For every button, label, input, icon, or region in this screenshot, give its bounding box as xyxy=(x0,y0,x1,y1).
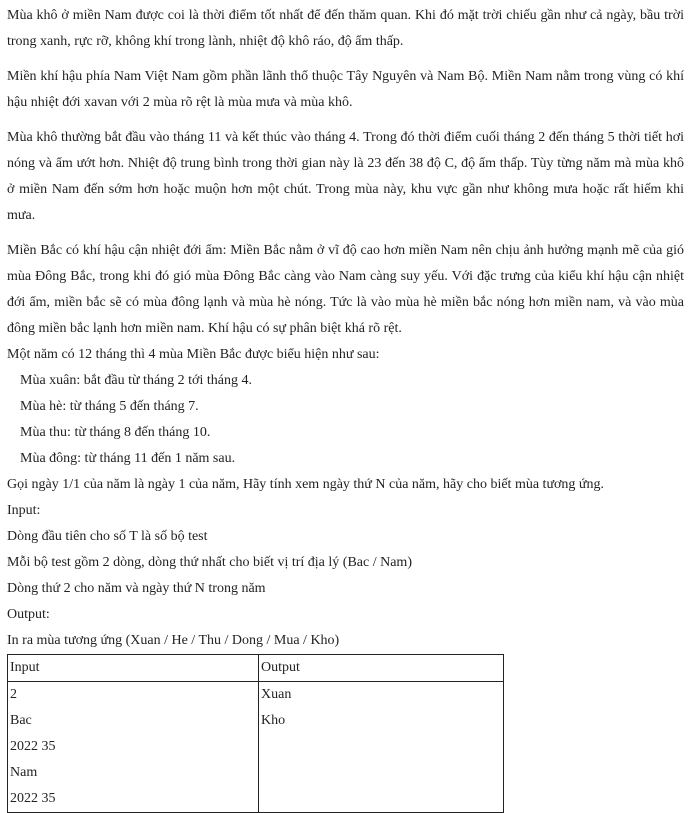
paragraph-dry-season: Mùa khô ở miền Nam được coi là thời điểm tốt nhất để đến thăm quan. Khi đó mặt trời chiếu gần như cả ngày, bầu trời trong xanh, rực rỡ, không khí trong lành, nhiệt độ khô ráo, độ ẩm thấp. xyxy=(7,8,684,49)
output-heading: Output: xyxy=(7,607,50,622)
output-cell xyxy=(259,682,504,813)
input-line-2: Mỗi bộ test gồm 2 dòng, dòng thứ nhất cho biết vị trí địa lý (Bac / Nam) xyxy=(7,555,412,570)
example-table xyxy=(7,654,504,813)
input-row: Nam xyxy=(10,765,38,780)
header-output: Output xyxy=(259,655,504,682)
season-summer: Mùa hè: từ tháng 5 đến tháng 7. xyxy=(20,399,199,414)
output-row: Xuan xyxy=(261,687,292,702)
input-row: Bac xyxy=(10,713,32,728)
header-input: Input xyxy=(8,655,259,682)
input-row: 2022 35 xyxy=(10,791,56,806)
table-header-row xyxy=(8,655,504,682)
season-winter: Mùa đông: từ tháng 11 đến 1 năm sau. xyxy=(20,451,236,466)
input-row: 2 xyxy=(10,687,17,702)
table-row xyxy=(8,682,504,813)
task-statement: Gọi ngày 1/1 của năm là ngày 1 của năm, Hãy tính xem ngày thứ N của năm, hãy cho biết mùa tương ứng. xyxy=(7,477,605,492)
input-line-1: Dòng đầu tiên cho số T là số bộ test xyxy=(7,529,208,544)
paragraph-north-climate: Miền Bắc có khí hậu cận nhiệt đới ẩm: Miền Bắc nằm ở vĩ độ cao hơn miền Nam nên chịu ảnh hưởng mạnh mẽ của gió mùa Đông Bắc, trong khi đó gió mùa Đông Bắc càng vào Nam càng suy yếu. Với đặc trưng của kiểu khí hậu cận nhiệt đới ẩm, miền bắc sẽ có mùa đông lạnh và mùa hè nóng. Tức là vào mùa hè miền bắc nóng hơn miền nam, và vào mùa đông miền bắc lạnh hơn miền nam. Khí hậu có sự phân biệt khá rõ rệt. xyxy=(7,243,684,336)
input-cell xyxy=(8,682,259,813)
input-row: 2022 35 xyxy=(10,739,56,754)
season-spring: Mùa xuân: bắt đầu từ tháng 2 tới tháng 4. xyxy=(20,373,252,388)
season-autumn: Mùa thu: từ tháng 8 đến tháng 10. xyxy=(20,425,211,440)
problem-statement xyxy=(0,3,692,813)
paragraph-south-climate: Miền khí hậu phía Nam Việt Nam gồm phần lãnh thổ thuộc Tây Nguyên và Nam Bộ. Miền Nam nằm trong vùng có khí hậu nhiệt đới xavan với 2 mùa rõ rệt là mùa mưa và mùa khô. xyxy=(7,69,684,110)
seasons-intro: Một năm có 12 tháng thì 4 mùa Miền Bắc được biểu hiện như sau: xyxy=(7,347,380,362)
input-heading: Input: xyxy=(7,503,41,518)
input-line-3: Dòng thứ 2 cho năm và ngày thứ N trong năm xyxy=(7,581,266,596)
paragraph-dry-season-detail: Mùa khô thường bắt đầu vào tháng 11 và kết thúc vào tháng 4. Trong đó thời điểm cuối tháng 2 đến tháng 5 thời tiết hơi nóng và ẩm ướt hơn. Nhiệt độ trung bình trong thời gian này là 23 đến 38 độ C, độ ẩm thấp. Tùy từng năm mà mùa khô ở miền Nam đến sớm hơn hoặc muộn hơn một chút. Trong mùa này, khu vực gần như không mưa hoặc rất hiếm khi mưa. xyxy=(7,130,684,223)
output-row: Kho xyxy=(261,713,286,728)
output-line: In ra mùa tương ứng (Xuan / He / Thu / Dong / Mua / Kho) xyxy=(7,633,340,648)
